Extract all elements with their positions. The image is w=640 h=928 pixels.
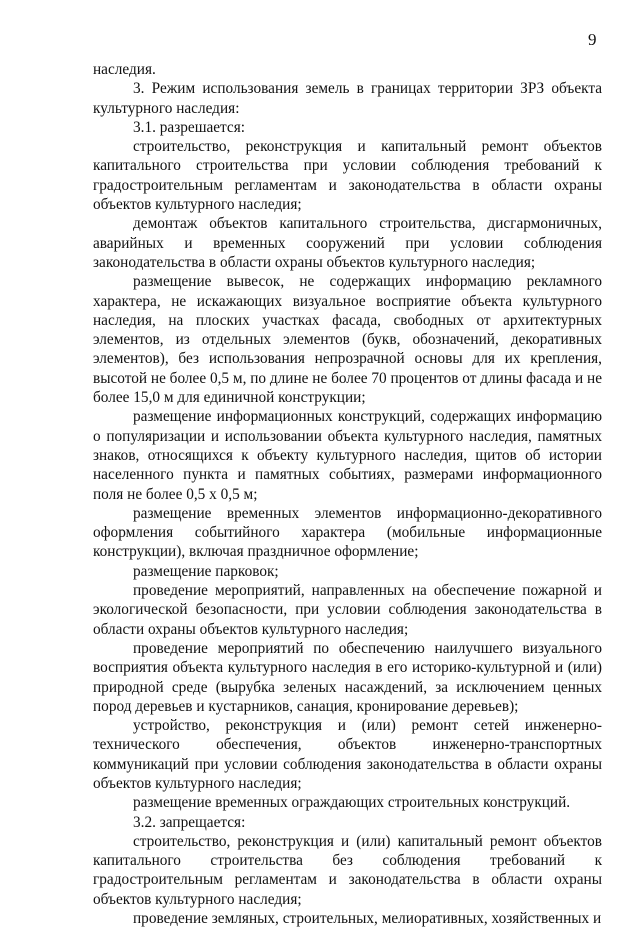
page-number: 9 (588, 30, 597, 49)
paragraph-visual-perception: проведение мероприятий по обеспечению наилучшего визуального восприятия объекта культурного наследия в его историко-культурной и (или) природной среде (вырубка зеленых насаждений, за исключением ценных пород деревьев и кустарников, санация, кронирование деревьев); (93, 639, 602, 715)
paragraph-prohibited-earthworks: проведение земляных, строительных, мелиоративных, хозяйственных и (133, 910, 602, 928)
subsection-heading-prohibited: 3.2. запрещается: (133, 813, 246, 831)
paragraph-construction: строительство, реконструкция и капитальный ремонт объектов капитального строительства при условии соблюдения требований к градостроительным регламентам и законодательства в области охраны объектов культурного наследия; (93, 138, 602, 214)
paragraph-information-structures: размещение информационных конструкций, содержащих информацию о популяризации и использовании объекта культурного наследия, памятных знаков, относящихся к объекту культурного наследия, щитов об истории населенного пункта и памятных событиях, размерами информационного поля не более 0,5 х 0,5 м; (93, 408, 602, 503)
paragraph-temporary-fences: размещение временных ограждающих строительных конструкций. (133, 794, 571, 812)
paragraph-demolition: демонтаж объектов капитального строительства, дисгармоничных, аварийных и временных сооружений при условии соблюдения законодательства в области охраны объектов культурного наследия; (93, 215, 602, 271)
document-body (93, 60, 602, 928)
paragraph-parking: размещение парковок; (133, 562, 279, 580)
section-heading-land-use-regime: 3. Режим использования земель в границах территории ЗРЗ объекта культурного наследия: (93, 80, 602, 117)
paragraph-prohibited-construction: строительство, реконструкция и (или) капитальный ремонт объектов капитального строительства без соблюдения требований к градостроительным регламентам и законодательства в области охраны объектов культурного наследия; (93, 832, 602, 908)
paragraph-signboards: размещение вывесок, не содержащих информацию рекламного характера, не искажающих визуальное восприятие объекта культурного наследия, на плоских участках фасада, свободных от архитектурных элементов, из отдельных элементов (букв, обозначений, декоративных элементов), без использования непрозрачной основы для их крепления, высотой не более 0,5 м, по длине не более 70 процентов от длины фасада и не более 15,0 м для единичной конструкции; (93, 273, 602, 407)
paragraph-fire-safety: проведение мероприятий, направленных на обеспечение пожарной и экологической безопасности, при условии соблюдения законодательства в области охраны объектов культурного наследия; (93, 582, 602, 638)
paragraph-temporary-decor: размещение временных элементов информационно-декоративного оформления событийного характера (мобильные информационные конструкции), включая праздничное оформление; (93, 504, 602, 561)
subsection-heading-allowed: 3.1. разрешается: (133, 118, 245, 136)
paragraph-engineering-networks: устройство, реконструкция и (или) ремонт сетей инженерно-технического обеспечения, объектов инженерно-транспортных коммуникаций при условии соблюдения законодательства в области охраны объектов культурного наследия; (93, 717, 602, 792)
paragraph-continuation: наследия. (93, 61, 156, 78)
